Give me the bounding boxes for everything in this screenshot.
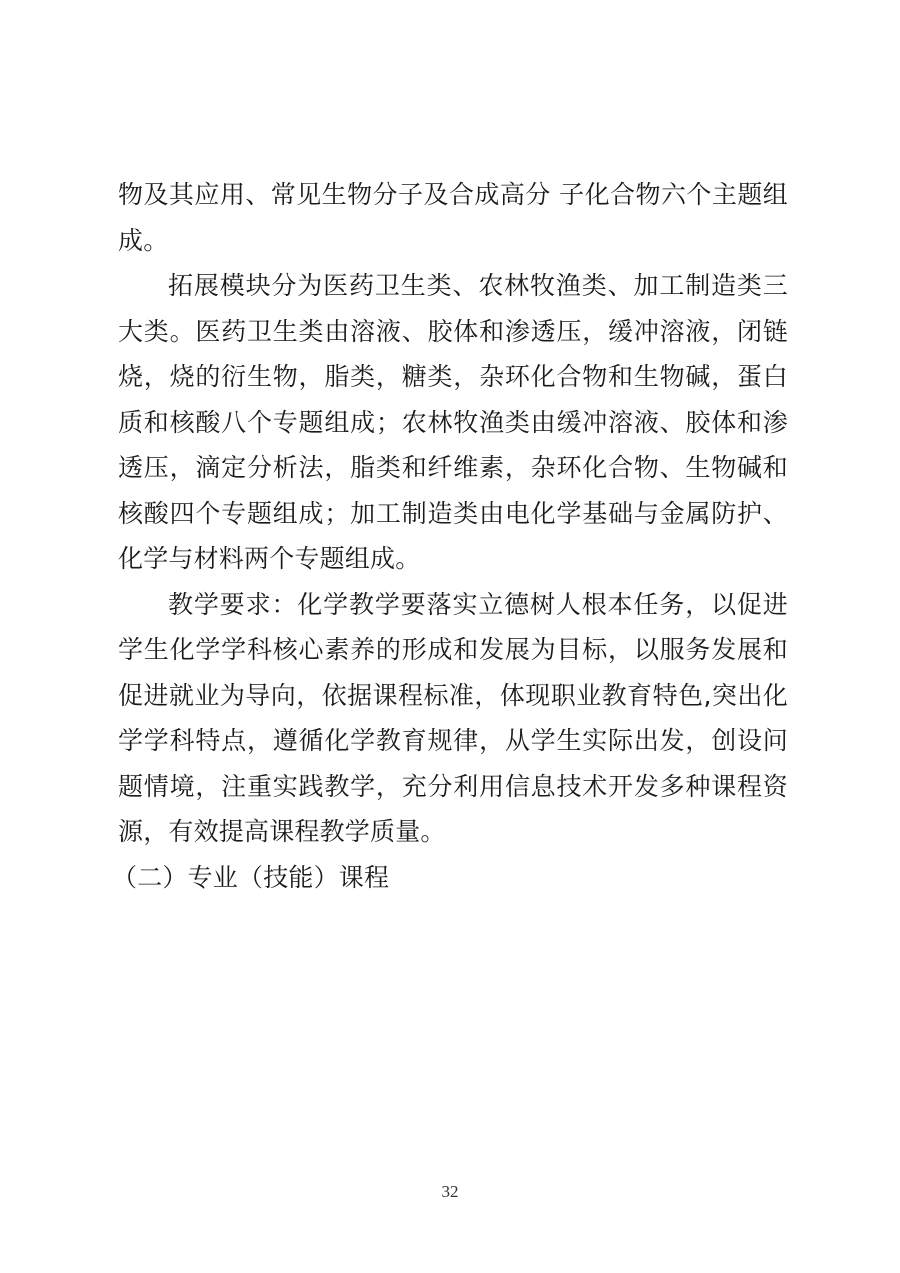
page-body: [112, 172, 788, 900]
section-heading: （二）专业（技能）课程: [112, 862, 390, 892]
paragraph-extension-modules: 拓展模块分为医药卫生类、农林牧渔类、加工制造类三大类。医药卫生类由溶液、胶体和渗透压，缓冲溶液，闭链烧，烧的衍生物，脂类，糖类，杂环化合物和生物碱，蛋白质和核酸八个专题组成；农林牧渔类由缓冲溶液、胶体和渗透压，滴定分析法，脂类和纤维素，杂环化合物、生物碱和核酸四个专题组成；加工制造类由电化学基础与金属防护、化学与材料两个专题组成。: [118, 271, 788, 573]
paragraph-continuation: 物及其应用、常见生物分子及合成高分 子化合物六个主题组成。: [118, 180, 788, 255]
paragraph-teaching-requirements: 教学要求：化学教学要落实立德树人根本任务，以促进学生化学学科核心素养的形成和发展为目标，以服务发展和促进就业为导向，依据课程标准，体现职业教育特色,突出化学学科特点，遵循化学教育规律，从学生实际出发，创设问题情境，注重实践教学，充分利用信息技术开发多种课程资源，有效提高课程教学质量。: [118, 589, 788, 846]
page-number: 32: [441, 1182, 459, 1201]
